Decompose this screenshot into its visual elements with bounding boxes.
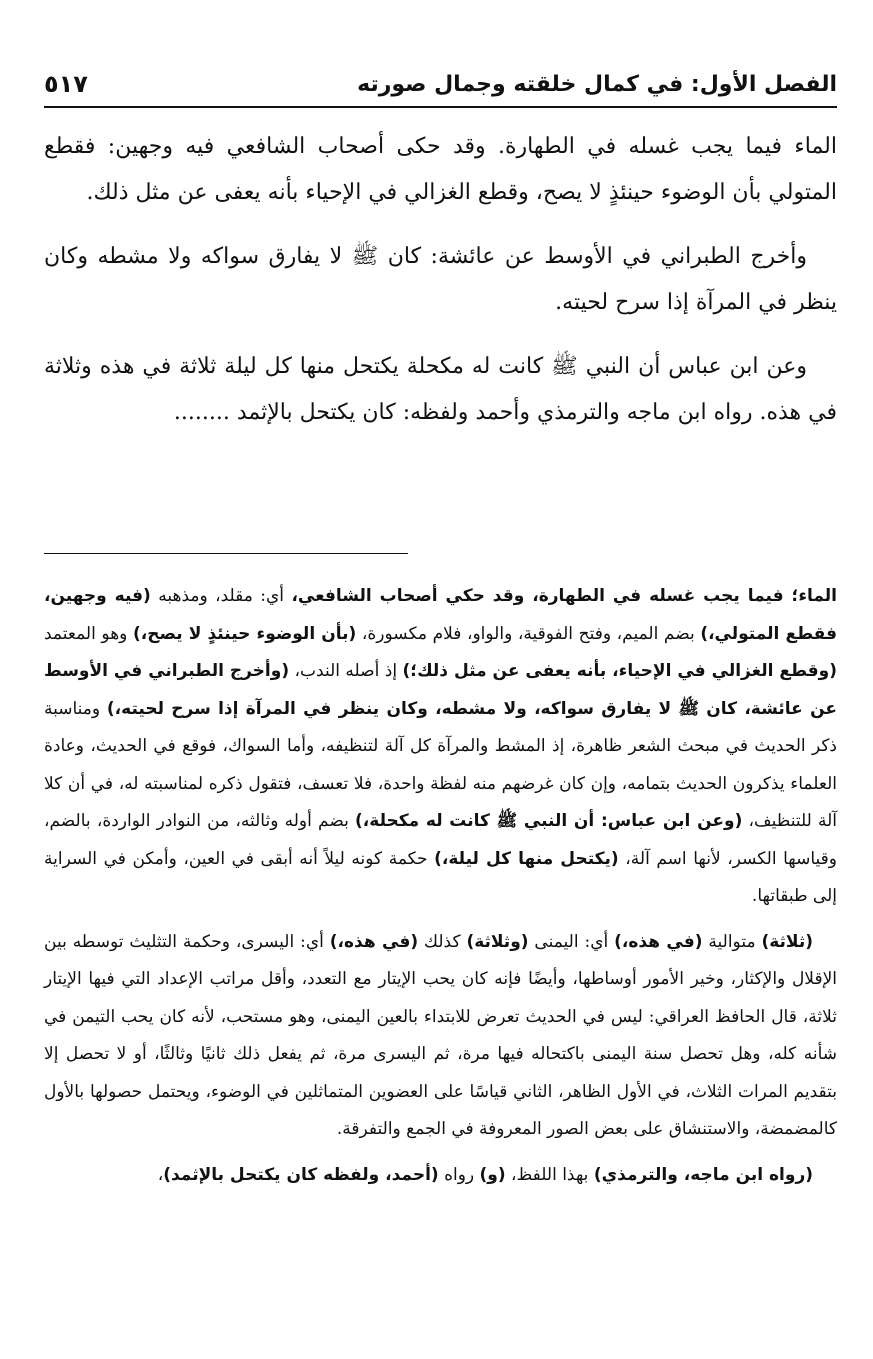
- explanation-text: بضم الميم، وفتح الفوقية، والواو، فلام مكسورة،: [356, 623, 701, 644]
- page-header: [44, 62, 837, 108]
- commentary-paragraph: [44, 1157, 837, 1195]
- explanation-text: كذلك: [418, 931, 467, 952]
- footnote-divider: [44, 553, 408, 554]
- explanation-text: أي: مقلد، ومذهبه: [150, 586, 292, 606]
- quoted-text: (ثلاثة): [761, 931, 813, 952]
- commentary-text: [44, 578, 837, 1202]
- main-paragraph: الماء فيما يجب غسله في الطهارة. وقد حكى أصحاب الشافعي فيه وجهين: فقطع المتولي بأن الوضوء حينئذٍ لا يصح، وقطع الغزالي في الإحياء بأنه يعفى عن مثل ذلك.: [44, 134, 837, 205]
- quoted-text: (وعن ابن عباس: أن النبي ﷺ كانت له مكحلة،): [355, 811, 743, 831]
- quoted-text: (بأن الوضوء حينئذٍ لا يصح،): [132, 623, 357, 644]
- explanation-text: إذ أصله الندب،: [289, 661, 403, 681]
- quoted-text: (و): [479, 1164, 506, 1185]
- page-number: ٥١٧: [44, 70, 88, 98]
- quoted-text: (وثلاثة): [466, 931, 529, 952]
- explanation-text: متوالية: [702, 931, 762, 952]
- main-text: [44, 124, 837, 454]
- explanation-text: وهو المعتمد: [44, 623, 133, 644]
- quoted-text: (في هذه،): [329, 931, 419, 952]
- quoted-text: (وأخرج الطبراني في الأوسط عن عائشة، كان ﷺ لا يفارق سواكه، ولا مشطه، وكان ينظر في المرآة إذا سرح لحيته،): [44, 661, 838, 719]
- quoted-text: (أحمد، ولفظه كان يكتحل بالإثمد): [163, 1164, 439, 1185]
- quoted-text: الماء؛ فيما يجب غسله في الطهارة، وقد حكي أصحاب الشافعي،: [291, 586, 837, 606]
- explanation-text: بهذا اللفظ،: [505, 1164, 594, 1185]
- explanation-text: حكمة كونه ليلاً أنه أبقى في العين، وأمكن في السراية إلى طبقاتها.: [44, 848, 837, 906]
- quoted-text: (فيه وجهين، فقطع المتولي،): [44, 586, 838, 644]
- main-paragraph: وعن ابن عباس أن النبي ﷺ كانت له مكحلة يكتحل منها كل ليلة ثلاثة في هذه وثلاثة في هذه. رواه ابن ماجه والترمذي وأحمد ولفظه: كان يكتحل بالإثمد ........: [44, 354, 837, 425]
- main-paragraph: وأخرج الطبراني في الأوسط عن عائشة: كان ﷺ لا يفارق سواكه ولا مشطه وكان ينظر في المرآة إذا سرح لحيته.: [44, 244, 837, 315]
- chapter-title: الفصل الأول: في كمال خلقته وجمال صورته: [357, 71, 837, 97]
- quoted-text: (رواه ابن ماجه، والترمذي): [593, 1164, 813, 1185]
- explanation-text: أي: اليمنى: [528, 931, 615, 952]
- explanation-text: رواه: [438, 1164, 480, 1185]
- quoted-text: (وقطع الغزالي في الإحياء، بأنه يعفى عن مثل ذلك؛): [402, 661, 838, 681]
- explanation-text: ،: [157, 1164, 164, 1185]
- commentary-paragraph: [44, 578, 837, 916]
- commentary-paragraph: [44, 924, 837, 1149]
- explanation-text: ومناسبة ذكر الحديث في مبحث الشعر ظاهرة، إذ المشط والمرآة كل آلة لتنظيفه، وأما السواك، فوقع في الحديث، وعادة العلماء يذكرون الحديث بتمامه، وإن كان غرضهم منه لفظة واحدة، فلا تعسف، فتقول ذكره لمناسبته له، في أن كلا آلة للتنظيف،: [44, 698, 837, 831]
- explanation-text: بضم أوله وثالثه، من النوادر الواردة، بالضم، وقياسها الكسر، لأنها اسم آلة،: [44, 811, 838, 869]
- quoted-text: (في هذه،): [614, 931, 703, 952]
- quoted-text: (يكتحل منها كل ليلة،): [434, 848, 619, 869]
- explanation-text: أي: اليسرى، وحكمة التثليث توسطه بين الإقلال والإكثار، وخير الأمور أوساطها، وأيضًا فإنه كان يحب الإيتار مع التعدد، وأقل مراتب الإعداد التي فيها الإيتار ثلاثة، قال الحافظ العراقي: ليس في الحديث تعرض للابتداء بالعين اليمنى، وهو مستحب، لأنه كان يحب التيمن في شأنه كله، وهل تحصل سنة اليمنى باكتحاله فيها مرة، ثم اليسرى مرة، ثم يفعل ذلك ثانيًا وثالثًا، أو لا تحصل إلا بتقديم المرات الثلاث، في الأول الظاهر، الثاني قياسًا على العضوين المتماثلين في الوضوء، ويحتمل حصولها بالأول كالمضمضة، والاستنشاق على بعض الصور المعروفة في الجمع والتفرقة.: [44, 931, 837, 1139]
